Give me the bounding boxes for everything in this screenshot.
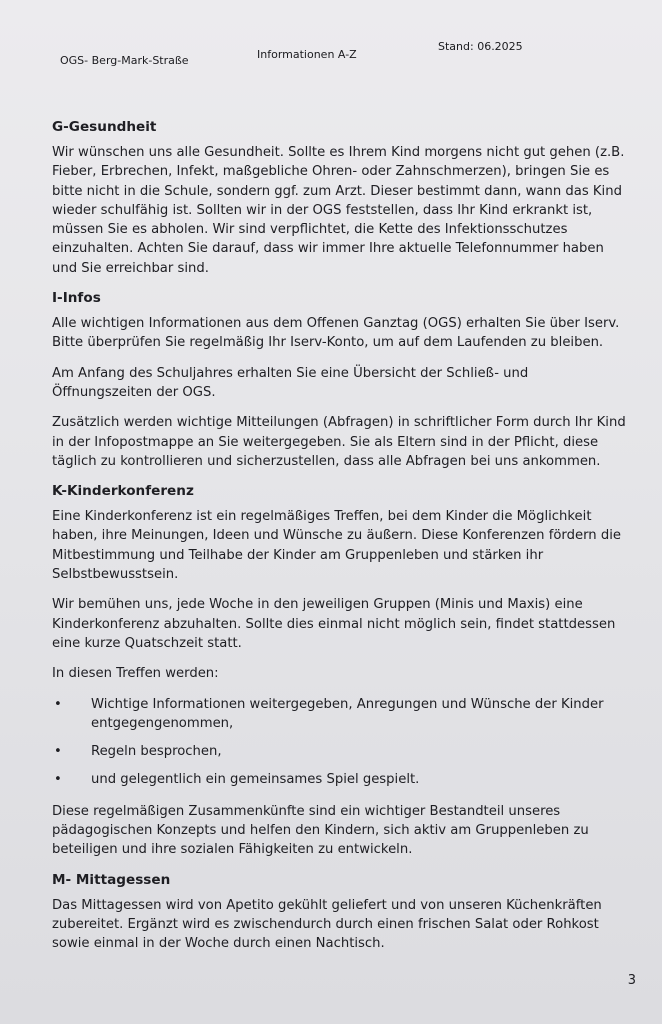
paragraph: Das Mittagessen wird von Apetito gekühlt geliefert und von unseren Küchenkräften zubereitet. Ergänzt wird es zwischendurch durch einen frischen Salat oder Rohkost sowie einmal in der Woche durch einen Nachtisch. [52,897,602,952]
section-title: M- Mittagessen [52,871,171,888]
bullet-icon: • [54,772,62,788]
bullet-icon: • [54,744,62,760]
paragraph: Eine Kinderkonferenz ist ein regelmäßiges Treffen, bei dem Kinder die Möglichkeit haben, ihre Meinungen, Ideen und Wünsche zu äußern. Diese Konferenzen fördern die Mitbestimmung und Teilhabe der Kinder am Gruppenleben und stärken ihr Selbstbewusstsein. [52,509,621,583]
header-school: OGS- Berg-Mark-Straße [60,54,189,67]
paragraph: Zusätzlich werden wichtige Mitteilungen (Abfragen) in schriftlicher Form durch Ihr Kind in der Infopostmappe an Sie weitergegeben. Sie als Eltern sind in der Pflicht, diese täglich zu kontrollieren und sicherzustellen, dass alle Abfragen bei uns ankommen. [52,415,626,469]
section-kinderkonferenz [52,482,632,859]
paragraph: Am Anfang des Schuljahres erhalten Sie eine Übersicht der Schließ- und Öffnungszeiten der OGS. [52,365,529,400]
list-item-text: und gelegentlich ein gemeinsames Spiel gespielt. [91,772,420,788]
section-title: I-Infos [52,290,101,307]
list-item [52,695,632,734]
paragraph: Alle wichtigen Informationen aus dem Offenen Ganztag (OGS) erhalten Sie über Iserv. Bitte überprüfen Sie regelmäßig Ihr Iserv-Konto, um auf dem Laufenden zu bleiben. [52,316,620,351]
bullet-icon: • [54,696,62,712]
bullet-list [52,695,632,790]
paragraph: Diese regelmäßigen Zusammenkünfte sind ein wichtiger Bestandteil unseres pädagogischen Konzepts und helfen den Kindern, sich aktiv am Gruppenleben zu beteiligen und ihre sozialen Fähigkeiten zu entwickeln. [52,803,589,858]
document-body [52,118,632,965]
section-mittagessen [52,871,632,954]
list-item-text: Regeln besprochen, [91,744,222,760]
list-item [52,742,632,761]
header-title: Informationen A-Z [257,48,357,61]
paragraph: Wir bemühen uns, jede Woche in den jeweiligen Gruppen (Minis und Maxis) eine Kinderkonferenz abzuhalten. Sollte dies einmal nicht möglich sein, findet stattdessen eine kurze Quatschzeit statt. [52,597,616,651]
page-number: 3 [627,973,636,988]
paragraph: Wir wünschen uns alle Gesundheit. Sollte es Ihrem Kind morgens nicht gut gehen (z.B. Fieber, Erbrechen, Infekt, maßgebliche Ohren- oder Zahnschmerzen), bringen Sie es bitte nicht in die Schule, sondern ggf. zum Arzt. Dieser bestimmt dann, wann das Kind wieder schulfähig ist. Sollten wir in der OGS feststellen, dass Ihr Kind erkrankt ist, müssen Sie es abholen. Wir sind verpflichtet, die Kette des Infektionsschutzes einzuhalten. Achten Sie darauf, dass wir immer Ihre aktuelle Telefonnummer haben und Sie erreichbar sind. [52,145,625,276]
section-infos [52,289,632,471]
list-item [52,770,632,789]
header-date: Stand: 06.2025 [438,40,523,53]
section-gesundheit [52,118,632,278]
list-item-text: Wichtige Informationen weitergegeben, Anregungen und Wünsche der Kinder entgegengenommen, [91,696,604,731]
paragraph: In diesen Treffen werden: [52,666,219,682]
section-title: G-Gesundheit [52,119,157,135]
page-header [0,40,662,80]
section-title: K-Kinderkonferenz [52,483,194,500]
